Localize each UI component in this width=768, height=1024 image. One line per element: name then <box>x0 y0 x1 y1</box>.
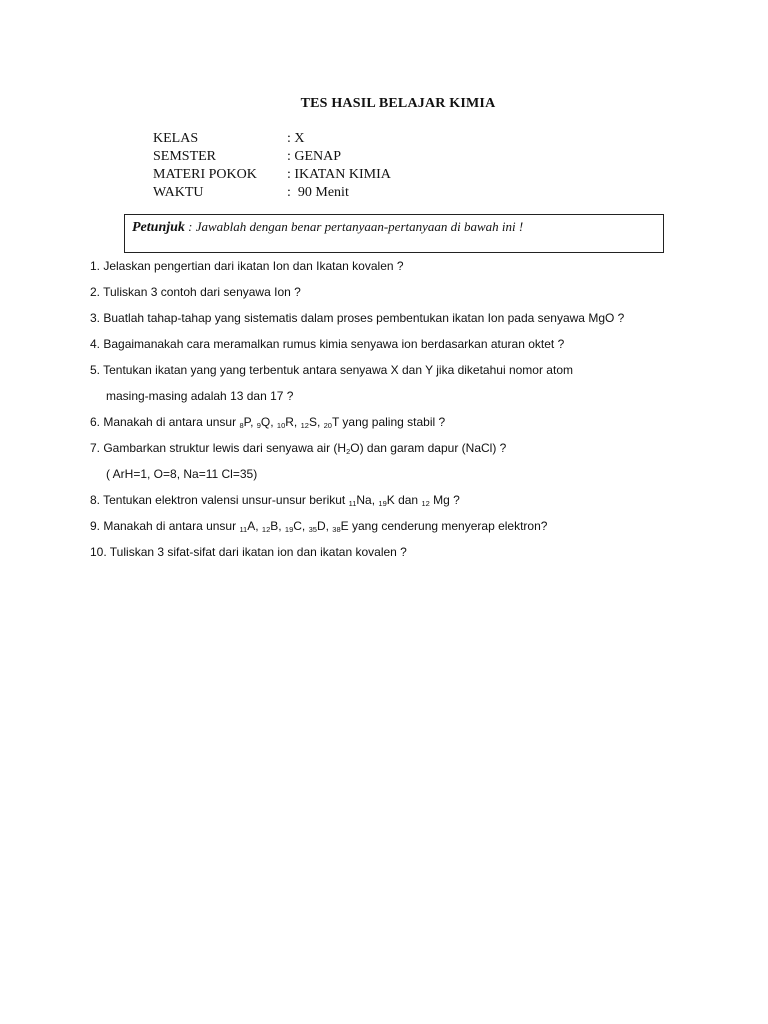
info-label: KELAS <box>153 131 199 146</box>
atomic-number-subscript: 19 <box>378 499 387 508</box>
question-text: 9. Manakah di antara unsur <box>90 519 240 533</box>
info-row-class <box>153 130 391 148</box>
question-item <box>90 414 445 430</box>
question-text: ( ArH=1, O=8, Na=11 Cl=35) <box>106 467 258 481</box>
question-text: O) dan garam dapur (NaCl) ? <box>350 441 507 455</box>
question-item <box>90 336 564 352</box>
question-text: E yang cenderung menyerap elektron? <box>340 519 548 533</box>
question-text: 4. Bagaimanakah cara meramalkan rumus kimia senyawa ion berdasarkan aturan oktet ? <box>90 337 565 351</box>
atomic-number-subscript: 19 <box>284 525 294 534</box>
question-text: K dan <box>386 493 422 507</box>
question-text: A, <box>247 519 262 533</box>
question-text: 10. Tuliskan 3 sifat-sifat dari ikatan ion dan ikatan kovalen ? <box>90 545 407 559</box>
question-text: C, <box>293 519 309 533</box>
info-value: : X <box>287 131 305 146</box>
atomic-number-subscript: 20 <box>323 421 332 430</box>
question-text: 8. Tentukan elektron valensi unsur-unsur berikut <box>90 493 349 507</box>
instructions-body: : Jawablah dengan benar pertanyaan-pertanyaan di bawah ini ! <box>184 219 524 234</box>
test-info <box>153 130 391 202</box>
question-text: 6. Manakah di antara unsur <box>90 415 240 429</box>
atomic-number-subscript: 2 <box>346 447 351 456</box>
question-continuation <box>106 466 257 482</box>
atomic-number-subscript: 38 <box>332 525 341 534</box>
question-item <box>90 544 407 560</box>
question-text: D, <box>316 519 333 533</box>
question-text: T yang paling stabil ? <box>331 415 446 429</box>
atomic-number-subscript: 9 <box>256 421 261 430</box>
question-item <box>90 440 506 456</box>
info-row-subject <box>153 166 391 184</box>
question-text: Mg ? <box>429 493 460 507</box>
question-item <box>90 258 404 274</box>
question-text: Na, <box>356 493 379 507</box>
info-label: MATERI POKOK <box>153 167 257 182</box>
question-item <box>90 284 301 300</box>
info-row-semester <box>153 148 391 166</box>
question-text: B, <box>270 519 285 533</box>
question-continuation <box>106 388 293 404</box>
question-text: P, <box>243 415 257 429</box>
question-text: 2. Tuliskan 3 contoh dari senyawa Ion ? <box>90 285 301 299</box>
question-text: masing-masing adalah 13 dan 17 ? <box>106 389 294 403</box>
question-item <box>90 518 547 534</box>
question-item <box>90 310 624 326</box>
atomic-number-subscript: 11 <box>348 499 357 508</box>
question-item <box>90 492 460 508</box>
atomic-number-subscript: 11 <box>239 525 248 534</box>
atomic-number-subscript: 12 <box>421 499 430 508</box>
atomic-number-subscript: 10 <box>276 421 286 430</box>
atomic-number-subscript: 12 <box>300 421 309 430</box>
instructions-text <box>132 219 523 236</box>
question-text: S, <box>308 415 324 429</box>
info-row-time <box>153 184 391 202</box>
instructions-label: Petunjuk <box>132 220 185 235</box>
document-title: TES HASIL BELAJAR KIMIA <box>300 96 496 111</box>
info-value: : GENAP <box>287 149 342 164</box>
instructions-box <box>124 214 664 253</box>
question-text: 1. Jelaskan pengertian dari ikatan Ion dan Ikatan kovalen ? <box>90 259 404 273</box>
atomic-number-subscript: 12 <box>261 525 271 534</box>
question-text: 7. Gambarkan struktur lewis dari senyawa air (H <box>90 441 347 455</box>
info-value: : 90 Menit <box>287 185 349 200</box>
info-label: WAKTU <box>153 185 204 200</box>
question-text: Q, <box>260 415 277 429</box>
atomic-number-subscript: 35 <box>308 525 317 534</box>
info-value: : IKATAN KIMIA <box>287 167 391 182</box>
atomic-number-subscript: 8 <box>239 421 244 430</box>
question-text: 5. Tentukan ikatan yang yang terbentuk antara senyawa X dan Y jika diketahui nomor atom <box>90 363 573 377</box>
info-label: SEMSTER <box>153 149 217 164</box>
question-item <box>90 362 573 378</box>
question-text: 3. Buatlah tahap-tahap yang sistematis dalam proses pembentukan ikatan Ion pada senyawa MgO ? <box>90 311 625 325</box>
question-text: R, <box>285 415 301 429</box>
